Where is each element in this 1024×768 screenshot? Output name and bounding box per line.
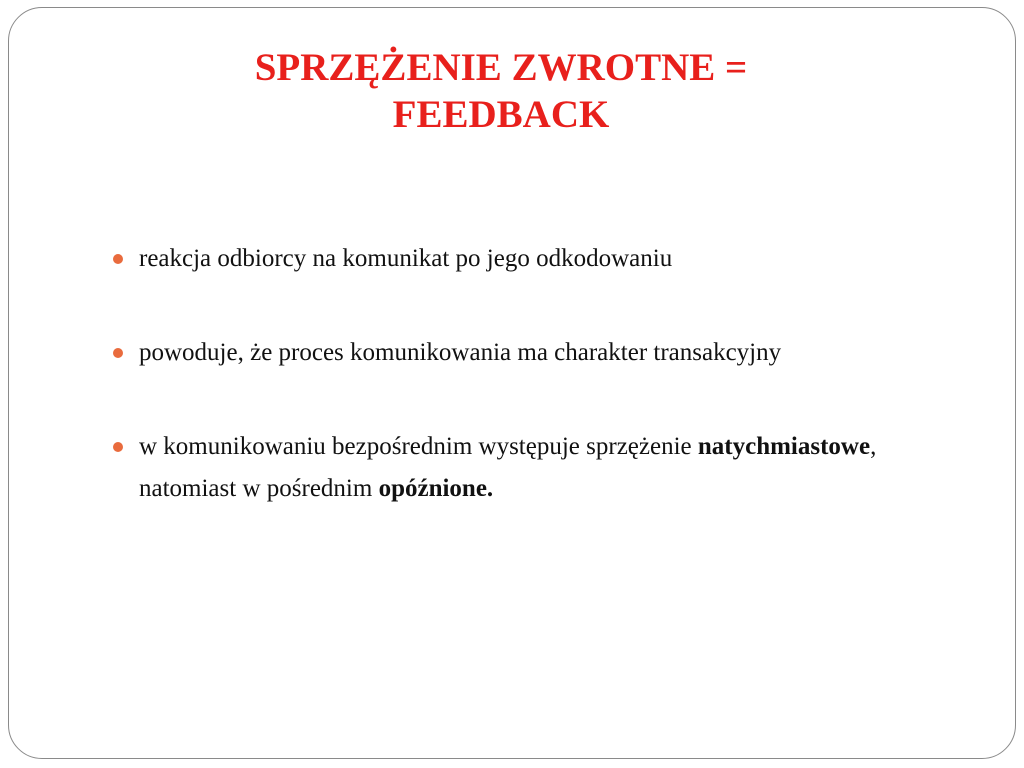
bullet-text-3-emphasis-2: opóźnione. — [378, 475, 494, 502]
slide-title — [9, 44, 993, 138]
bullet-text-3-part-1: w komunikowaniu bezpośrednim występuje sprzężenie — [139, 433, 698, 460]
bullet-dot-icon — [113, 442, 123, 452]
slide-frame — [8, 7, 1016, 759]
bullet-dot-icon — [113, 254, 123, 264]
bullet-text-3-part-2: , natomiast w pośrednim — [139, 433, 877, 502]
bullet-item-1 — [113, 238, 933, 280]
bullet-text-1: reakcja odbiorcy na komunikat po jego odkodowaniu — [139, 245, 673, 272]
bullet-dot-icon — [113, 348, 123, 358]
slide-title-line-2: FEEDBACK — [392, 93, 610, 136]
bullet-item-2 — [113, 332, 933, 374]
slide-title-line-1: SPRZĘŻENIE ZWROTNE = — [254, 46, 748, 89]
bullet-text-3-emphasis-1: natychmiastowe — [697, 433, 871, 460]
bullet-text-2: powoduje, że proces komunikowania ma charakter transakcyjny — [139, 339, 782, 366]
bullet-item-3 — [113, 426, 933, 510]
bullet-list — [113, 238, 933, 510]
